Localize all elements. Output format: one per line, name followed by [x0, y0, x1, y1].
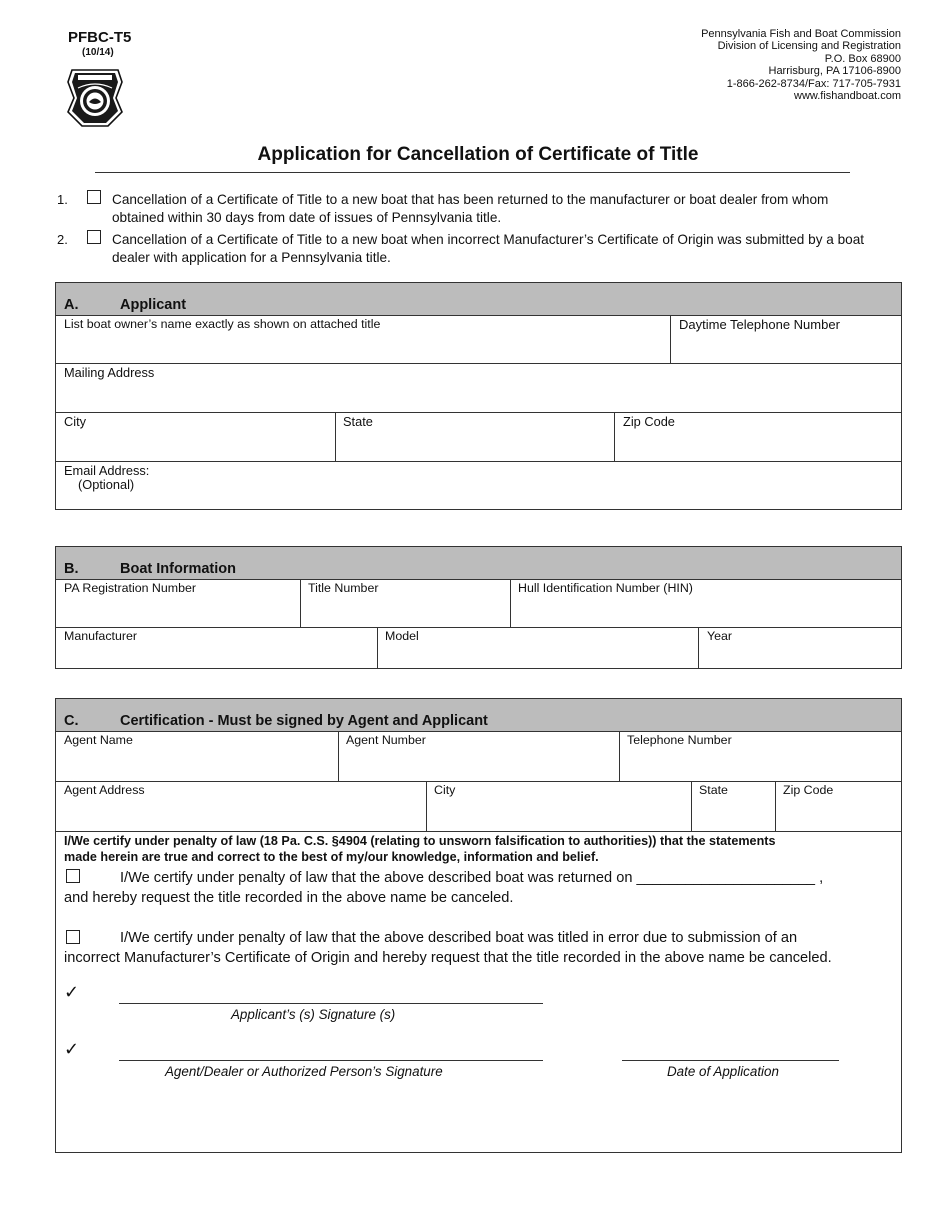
- agent-signature-line[interactable]: [119, 1060, 543, 1061]
- zip-code-label: Zip Code: [623, 414, 675, 429]
- manufacturer-field[interactable]: [56, 644, 377, 668]
- email-field[interactable]: [176, 462, 901, 509]
- error-line-2: incorrect Manufacturer’s Certificate of Origin and hereby request that the title recorded in the above name be canceled.: [64, 949, 832, 966]
- title-number-label: Title Number: [308, 581, 379, 595]
- option-1-line-1: Cancellation of a Certificate of Title to a new boat that has been returned to the manufacturer or boat dealer from whom: [112, 192, 829, 207]
- mailing-address-label: Mailing Address: [64, 365, 155, 380]
- title-number-field[interactable]: [301, 595, 510, 627]
- agency-city: Harrisburg, PA 17106-8900: [768, 65, 901, 78]
- returned-certification-text: [64, 869, 899, 908]
- section-b-title: Boat Information: [120, 561, 236, 577]
- registration-number-label: PA Registration Number: [64, 581, 196, 595]
- applicant-signature-line[interactable]: [119, 1003, 543, 1004]
- agent-name-label: Agent Name: [64, 733, 133, 747]
- daytime-phone-label: Daytime Telephone Number: [679, 317, 840, 332]
- agent-address-label: Agent Address: [64, 783, 145, 797]
- certification-statement: [64, 833, 894, 865]
- option-1-number: 1.: [57, 192, 68, 207]
- agent-number-label: Agent Number: [346, 733, 426, 747]
- option-2-number: 2.: [57, 232, 68, 247]
- certification-line-2: made herein are true and correct to the best of my/our knowledge, information and belief.: [64, 850, 599, 864]
- option-2-line-1: Cancellation of a Certificate of Title to a new boat when incorrect Manufacturer’s Certificate of Origin was submitted by a boat: [112, 232, 865, 247]
- model-field[interactable]: [378, 644, 698, 668]
- option-1-line-2: obtained within 30 days from date of issues of Pennsylvania title.: [112, 209, 502, 225]
- agent-city-label: City: [434, 783, 456, 797]
- agency-division: Division of Licensing and Registration: [717, 40, 901, 53]
- manufacturer-label: Manufacturer: [64, 629, 138, 643]
- agency-address-block: [701, 28, 901, 102]
- option-2-checkbox[interactable]: [87, 230, 101, 244]
- commission-seal-icon: [64, 68, 126, 130]
- registration-number-field[interactable]: [56, 595, 300, 627]
- section-c-header: [56, 699, 901, 732]
- title-underline: [95, 172, 850, 173]
- option-2-text: [112, 231, 912, 266]
- agent-city-field[interactable]: [427, 798, 691, 831]
- returned-line-1: I/We certify under penalty of law that the above described boat was returned on ______________________ ,: [120, 870, 824, 886]
- divider: [56, 831, 901, 832]
- zip-code-field[interactable]: [615, 429, 901, 461]
- year-label: Year: [707, 629, 733, 643]
- mailing-address-field[interactable]: [56, 380, 901, 412]
- model-label: Model: [385, 629, 419, 643]
- divider: [56, 412, 901, 413]
- section-b-letter: B.: [64, 561, 79, 577]
- form-revision-date: (10/14): [82, 47, 114, 58]
- applicant-check-icon: ✓: [64, 982, 80, 1002]
- agency-phone: 1-866-262-8734/Fax: 717-705-7931: [726, 77, 901, 90]
- state-field[interactable]: [336, 429, 614, 461]
- divider: [56, 363, 901, 364]
- email-label: Email Address:: [64, 463, 150, 478]
- agent-telephone-field[interactable]: [620, 747, 901, 781]
- agent-zip-label: Zip Code: [783, 783, 834, 797]
- section-b-header: [56, 547, 901, 580]
- applicant-signature-caption: Applicant’s (s) Signature (s): [231, 1007, 396, 1022]
- section-c-title: Certification - Must be signed by Agent and Applicant: [120, 713, 488, 729]
- date-of-application-line[interactable]: [622, 1060, 839, 1061]
- city-label: City: [64, 414, 87, 429]
- option-1-text: [112, 191, 912, 226]
- section-a-title: Applicant: [120, 297, 187, 313]
- agency-name: Pennsylvania Fish and Boat Commission: [701, 28, 901, 40]
- owner-name-field[interactable]: [56, 331, 670, 363]
- section-a-applicant: [55, 282, 902, 510]
- hin-label: Hull Identification Number (HIN): [518, 581, 693, 595]
- form-id: PFBC-T5: [68, 29, 132, 46]
- state-label: State: [343, 414, 373, 429]
- owner-name-label: List boat owner’s name exactly as shown on attached title: [64, 317, 381, 331]
- agent-signature-caption: Agent/Dealer or Authorized Person’s Signature: [165, 1064, 443, 1079]
- section-c-letter: C.: [64, 713, 79, 729]
- certification-line-1: I/We certify under penalty of law (18 Pa. C.S. §4904 (relating to unsworn falsification to authorities)) that the statements: [64, 834, 776, 848]
- agent-name-field[interactable]: [56, 747, 338, 781]
- email-optional-label: (Optional): [78, 477, 135, 492]
- telephone-label: Telephone Number: [627, 733, 732, 747]
- agency-website: www.fishandboat.com: [794, 90, 901, 103]
- agent-state-field[interactable]: [692, 798, 775, 831]
- section-b-boat-information: [55, 546, 902, 669]
- agent-address-field[interactable]: [56, 798, 426, 831]
- divider: [56, 627, 901, 628]
- city-field[interactable]: [56, 429, 335, 461]
- section-a-header: [56, 283, 901, 316]
- agent-check-icon: ✓: [64, 1039, 80, 1059]
- option-2-line-2: dealer with application for a Pennsylvania title.: [112, 249, 391, 265]
- section-a-letter: A.: [64, 297, 79, 313]
- error-line-1: I/We certify under penalty of law that the above described boat was titled in error due to submission of an: [120, 930, 798, 946]
- year-field[interactable]: [699, 644, 901, 668]
- returned-line-2: and hereby request the title recorded in the above name be canceled.: [64, 889, 514, 906]
- error-certification-text: [64, 929, 899, 968]
- section-c-certification: [55, 698, 902, 1153]
- agent-state-label: State: [699, 783, 728, 797]
- hin-field[interactable]: [511, 595, 901, 627]
- agency-po-box: P.O. Box 68900: [824, 52, 901, 65]
- form-title: Application for Cancellation of Certificate of Title: [257, 144, 699, 165]
- option-1-checkbox[interactable]: [87, 190, 101, 204]
- daytime-phone-field[interactable]: [671, 331, 901, 363]
- agent-zip-field[interactable]: [776, 798, 901, 831]
- date-of-application-caption: Date of Application: [667, 1064, 779, 1079]
- agent-number-field[interactable]: [339, 747, 619, 781]
